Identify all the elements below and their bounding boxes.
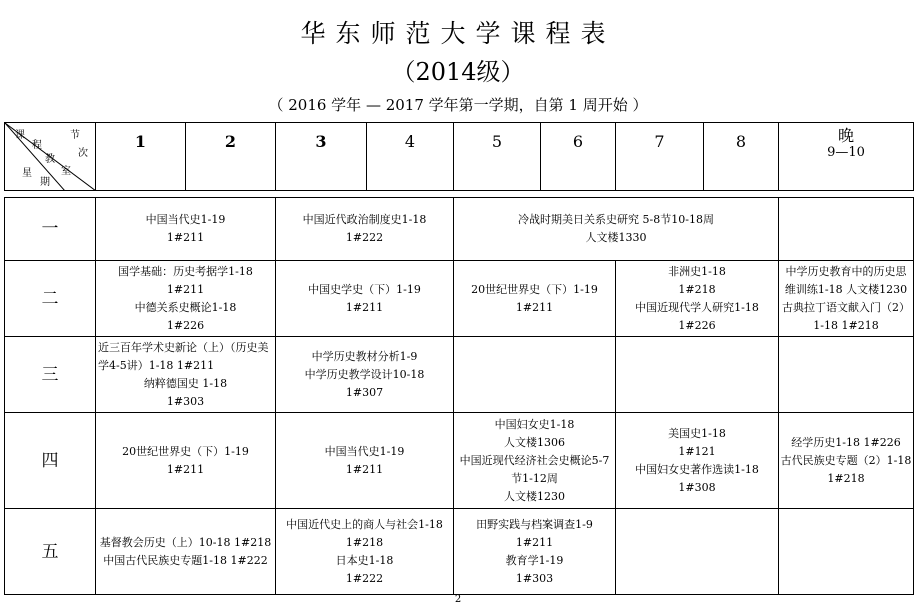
course-cell: [96, 337, 276, 413]
course-name: 中国近代政治制度史1-18: [302, 213, 427, 226]
course-room: 人文楼1306: [504, 435, 565, 449]
course-name: 20世纪世界史（下）1-19: [122, 444, 249, 458]
course-room: 1#211: [345, 462, 384, 476]
course-cell: [276, 337, 454, 413]
course-cell: [96, 413, 276, 509]
course-name: 中国妇女史1-18: [494, 417, 575, 431]
course-name: 中国近代史上的商人与社会1-18: [286, 517, 443, 531]
course-name: 国学基础：历史考据学1-18: [118, 264, 253, 278]
course-name: 纳粹德国史 1-18: [143, 376, 228, 390]
course-room: 1#211: [345, 300, 384, 314]
course-name: 中国当代史1-19: [324, 444, 405, 458]
row-friday: [5, 509, 914, 595]
page-title: 华东师范大学课程表: [300, 19, 616, 48]
course-room: 1#218: [345, 535, 384, 549]
course-cell: [616, 261, 779, 337]
course-name: 中国妇女史著作选读1-18: [635, 462, 759, 476]
period-header-3: 3: [276, 123, 367, 191]
course-room: 1#308: [678, 480, 716, 494]
empty-cell: [616, 337, 779, 413]
course-cell: [454, 509, 616, 595]
course-name: 冷战时期美日关系史研究 5-8节10-18周: [518, 213, 714, 226]
course-name: 古典拉丁语文献入门（2）: [782, 300, 910, 314]
course-name: 基督教会历史（上）10-18 1#218: [99, 535, 272, 549]
course-room: 1#211: [166, 282, 205, 296]
course-room: 1-18 1#218: [813, 318, 879, 332]
corner-label-qi: 期: [40, 177, 50, 188]
course-name: 古代民族史专题（2）1-18: [780, 453, 912, 467]
day-label-friday: 五: [5, 509, 96, 595]
period-header-7: 7: [616, 123, 704, 191]
course-room: 1#218: [678, 282, 716, 296]
course-room: 1#222: [345, 231, 384, 244]
course-room: 1#222: [345, 571, 384, 585]
corner-label-xing: 星: [22, 168, 32, 179]
day-label-monday: 一: [5, 198, 96, 261]
course-room: 1#218: [827, 471, 865, 485]
course-room: 1#303: [166, 394, 205, 408]
course-name: 节1-12周: [511, 471, 558, 485]
course-cell: [616, 413, 779, 509]
course-room: 1#226: [678, 318, 716, 332]
course-cell: [276, 509, 454, 595]
empty-cell: [779, 198, 914, 261]
course-room: 1#211: [166, 231, 205, 244]
corner-label-cheng: 程: [32, 140, 42, 151]
row-wednesday: [5, 337, 914, 413]
day-label-tuesday: 二: [5, 261, 96, 337]
corner-label-jie: 节: [70, 130, 80, 141]
course-room: 1#226: [166, 318, 205, 332]
course-name: 中国古代民族史专题1-18 1#222: [103, 553, 268, 567]
course-cell: [779, 261, 914, 337]
day-label-thursday: 四: [5, 413, 96, 509]
course-name: 美国史1-18: [668, 426, 726, 440]
course-room: 1#211: [515, 300, 554, 314]
course-cell: [779, 413, 914, 509]
course-name: 日本史1-18: [335, 553, 394, 567]
gap-row: [5, 191, 914, 198]
course-name: 近三百年学术史新论（上）（历史美: [98, 340, 269, 354]
empty-cell: [616, 509, 779, 595]
course-name: 中学历史教学设计10-18: [304, 367, 425, 381]
empty-cell: [779, 509, 914, 595]
course-name: 学4-5讲）1-18 1#211: [98, 358, 215, 372]
course-name: 中国近现代经济社会史概论5-7: [459, 453, 610, 467]
course-room: 人文楼1330: [585, 231, 647, 244]
corner-label-jiao: 教: [45, 154, 55, 165]
period-header-2: 2: [186, 123, 276, 191]
course-cell: [276, 198, 454, 261]
course-cell: [454, 261, 616, 337]
corner-cell: [5, 123, 96, 191]
course-room: 1#121: [678, 444, 716, 458]
corner-label-ke: 课: [15, 130, 25, 141]
course-name: 非洲史1-18: [668, 264, 726, 278]
evening-header: [779, 123, 914, 191]
course-name: 维训练1-18 人文楼1230: [784, 282, 908, 296]
period-header-8: 8: [704, 123, 779, 191]
course-room: 人文楼1230: [504, 489, 565, 503]
row-tuesday: [5, 261, 914, 337]
course-cell: [96, 509, 276, 595]
row-monday: [5, 198, 914, 261]
term-line: （ 2016 学年 — 2017 学年第一学期，自第 1 周开始 ）: [268, 96, 648, 114]
course-room: 1#307: [345, 385, 384, 399]
course-room: 1#303: [515, 571, 554, 585]
course-cell: [454, 198, 779, 261]
course-cell: [96, 198, 276, 261]
course-cell: [276, 413, 454, 509]
evening-label: 晚: [837, 126, 854, 145]
row-thursday: [5, 413, 914, 509]
course-name: 中学历史教材分析1-9: [311, 349, 418, 363]
period-header-4: 4: [367, 123, 454, 191]
course-room: 1#211: [166, 462, 205, 476]
course-name: 经学历史1-18 1#226: [791, 435, 901, 449]
empty-cell: [454, 337, 616, 413]
course-cell: [454, 413, 616, 509]
course-name: 中国当代史1-19: [145, 213, 226, 226]
schedule-table: [4, 122, 914, 595]
period-header-1: 1: [96, 123, 186, 191]
course-name: 中德关系史概论1-18: [134, 300, 237, 314]
course-name: 中学历史教育中的历史思: [785, 264, 907, 278]
header-row: [5, 123, 914, 191]
corner-label-ci: 次: [78, 148, 88, 159]
course-name: 中国史学史（下）1-19: [308, 282, 421, 296]
course-cell: [276, 261, 454, 337]
course-name: 田野实践与档案调查1-9: [476, 517, 593, 531]
day-label-wednesday: 三: [5, 337, 96, 413]
empty-cell: [779, 337, 914, 413]
course-name: 教育学1-19: [505, 553, 564, 567]
course-name: 中国近现代学人研究1-18: [635, 300, 759, 314]
corner-label-shi: 室: [61, 166, 71, 177]
period-header-5: 5: [454, 123, 541, 191]
page-number: 2: [454, 594, 462, 605]
page-subtitle: （2014级）: [391, 58, 525, 86]
evening-range: 9—10: [827, 145, 865, 160]
course-room: 1#211: [515, 535, 554, 549]
course-name: 20世纪世界史（下）1-19: [471, 282, 598, 296]
course-cell: [96, 261, 276, 337]
period-header-6: 6: [541, 123, 616, 191]
